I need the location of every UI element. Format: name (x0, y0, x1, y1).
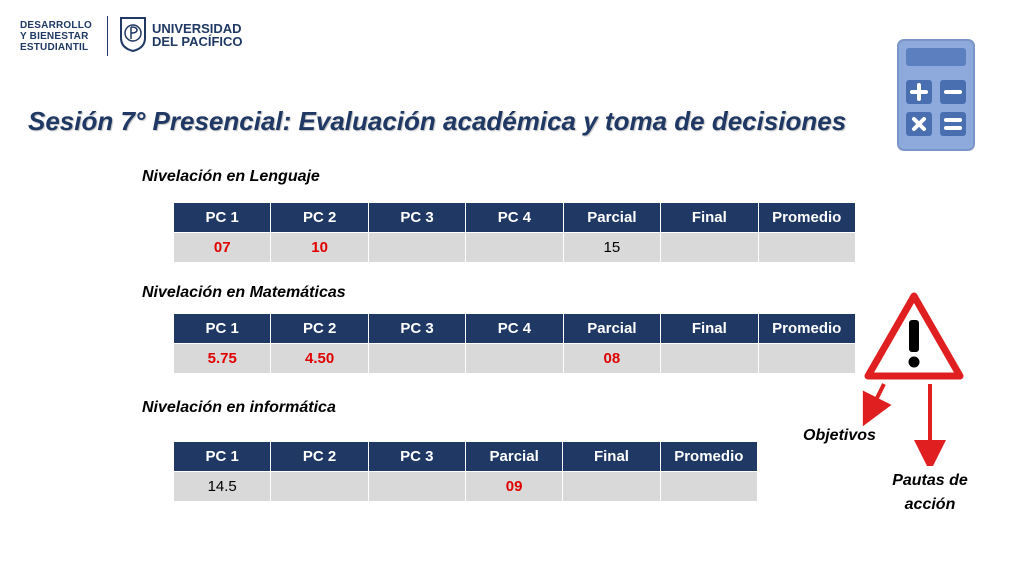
logo-right-line: UNIVERSIDAD (152, 21, 242, 36)
grades-table-matematicas (173, 313, 856, 374)
section-label-informatica: Nivelación en informática (142, 399, 336, 416)
section-label-lenguaje: Nivelación en Lenguaje (142, 168, 320, 185)
grades-table-informatica (173, 441, 758, 502)
header-cell: Final (661, 314, 758, 344)
table-row (174, 233, 856, 263)
grade-cell: 08 (563, 344, 660, 374)
objetivos-label: Objetivos (803, 427, 876, 444)
header-cell: PC 2 (271, 314, 368, 344)
header-cell: Parcial (563, 203, 660, 233)
header-cell: PC 3 (368, 203, 465, 233)
grade-cell (661, 233, 758, 263)
pautas-label: Pautas de acción (892, 472, 968, 513)
logo-left-line: Y BIENESTAR (20, 31, 89, 42)
grade-cell: 5.75 (174, 344, 271, 374)
header-cell: PC 1 (174, 203, 271, 233)
header-cell: Final (563, 442, 660, 472)
grade-cell (563, 472, 660, 502)
grades-table-lenguaje (173, 202, 856, 263)
header-cell: Promedio (758, 203, 855, 233)
table-header-row (174, 314, 856, 344)
grade-cell (661, 344, 758, 374)
header-cell: PC 1 (174, 442, 271, 472)
grade-cell: 07 (174, 233, 271, 263)
grade-cell (368, 344, 465, 374)
grade-cell (660, 472, 757, 502)
logo-right-line: DEL PACÍFICO (152, 34, 243, 49)
header-cell: PC 3 (368, 314, 465, 344)
warning-icon (862, 290, 966, 382)
grade-cell (466, 233, 563, 263)
header-cell: PC 2 (271, 442, 368, 472)
grade-cell: 14.5 (174, 472, 271, 502)
arrow-objetivos (870, 384, 884, 412)
header-cell: PC 4 (466, 314, 563, 344)
logo-left-line: DESARROLLO (20, 20, 92, 31)
grade-cell: 4.50 (271, 344, 368, 374)
calculator-icon (896, 38, 976, 152)
header-cell: PC 2 (271, 203, 368, 233)
grade-cell (368, 472, 465, 502)
grade-cell (271, 472, 368, 502)
universidad-del-pacifico-logo (152, 22, 243, 48)
logo-left-line: ESTUDIANTIL (20, 42, 89, 53)
table-row (174, 472, 758, 502)
logo-divider (107, 16, 108, 56)
header-cell: Final (661, 203, 758, 233)
grade-cell (368, 233, 465, 263)
grade-cell (758, 233, 855, 263)
header-cell: PC 1 (174, 314, 271, 344)
desarrollo-bienestar-logo (20, 20, 100, 53)
header-cell: PC 4 (466, 203, 563, 233)
header-cell: Parcial (465, 442, 562, 472)
table-header-row (174, 442, 758, 472)
university-seal-icon (119, 16, 147, 52)
header-cell: Promedio (660, 442, 757, 472)
table-row (174, 344, 856, 374)
header-cell: Parcial (563, 314, 660, 344)
section-label-matematicas: Nivelación en Matemáticas (142, 284, 346, 301)
grade-cell: 15 (563, 233, 660, 263)
grade-cell: 10 (271, 233, 368, 263)
table-header-row (174, 203, 856, 233)
slide-title: Sesión 7° Presencial: Evaluación académica y toma de decisiones (28, 106, 847, 136)
grade-cell (466, 344, 563, 374)
annotation-arrows (850, 376, 960, 466)
grade-cell (758, 344, 855, 374)
header-cell: PC 3 (368, 442, 465, 472)
header-cell: Promedio (758, 314, 855, 344)
grade-cell: 09 (465, 472, 562, 502)
